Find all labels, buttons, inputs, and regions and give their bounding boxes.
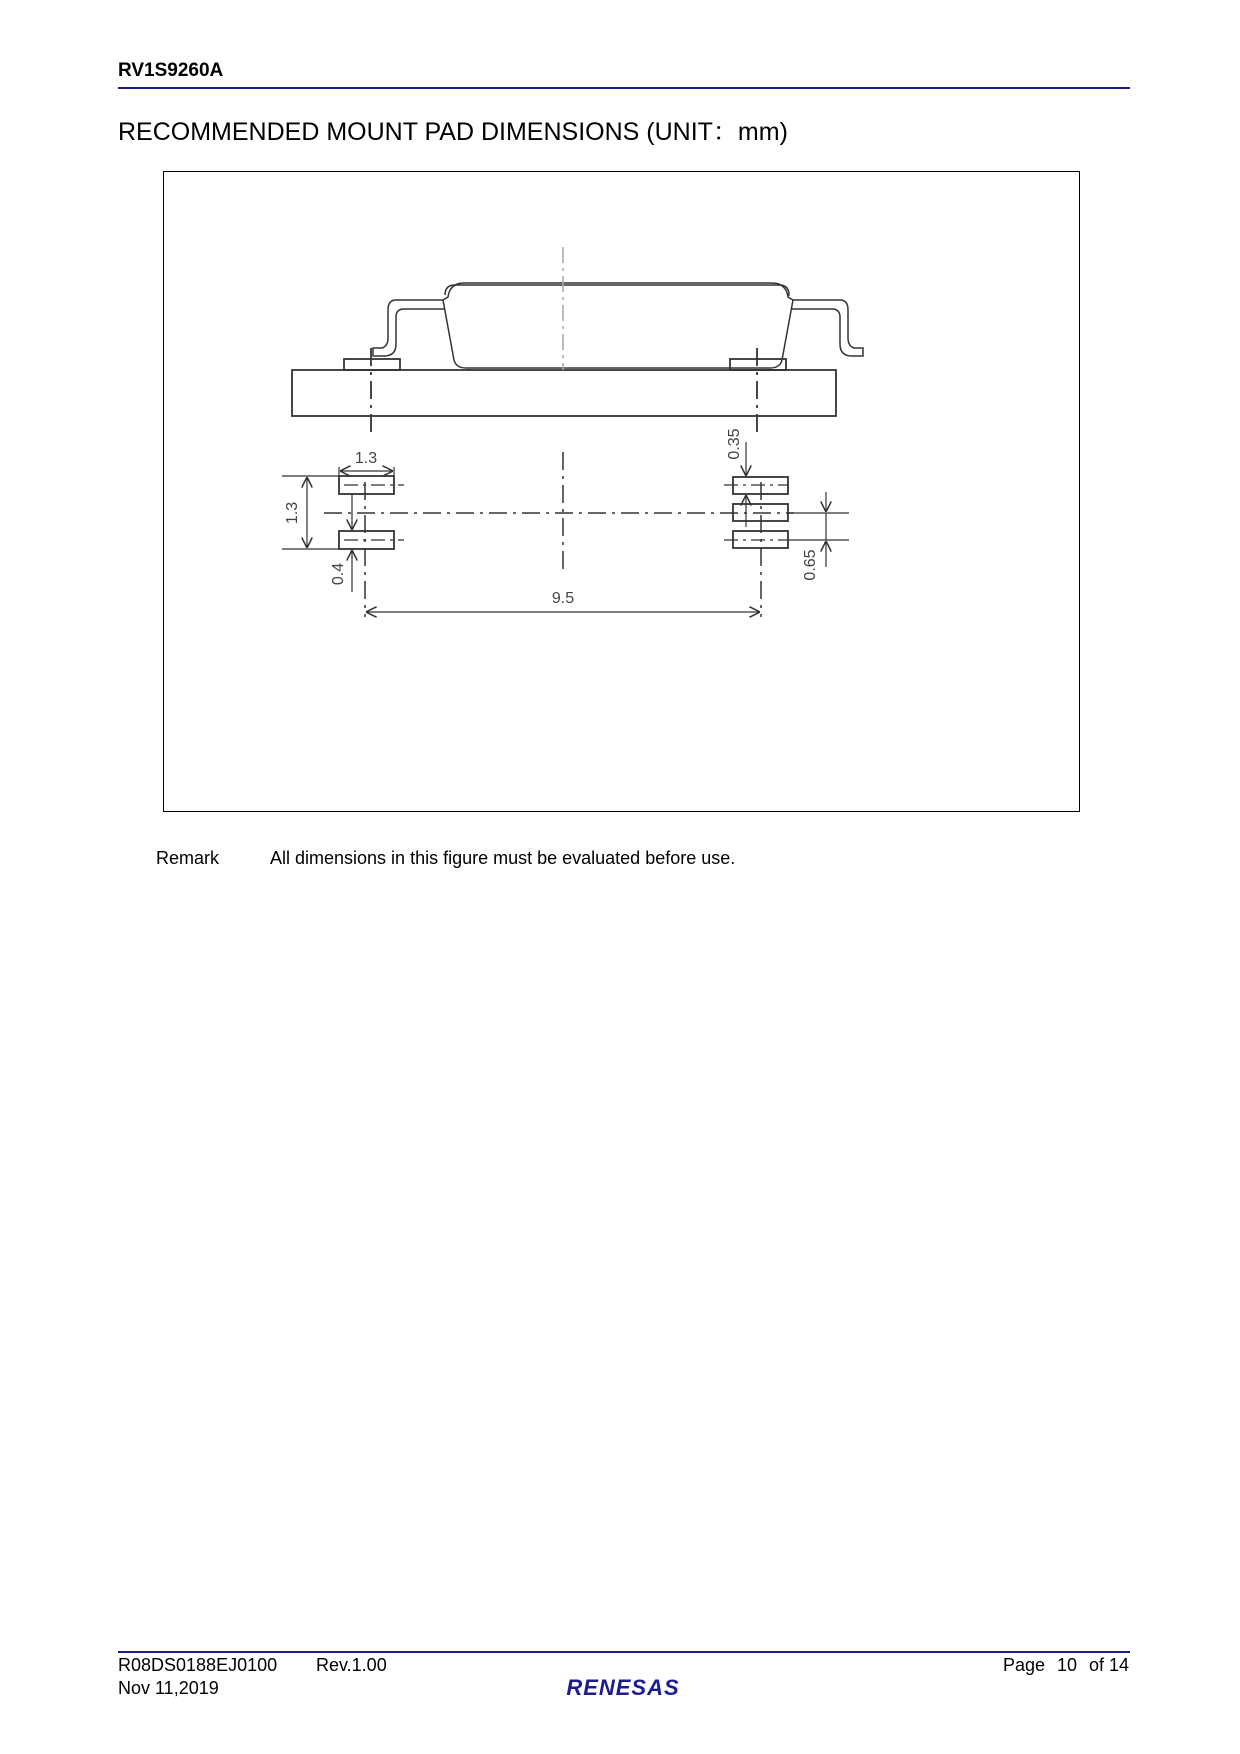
renesas-logo xyxy=(548,1672,698,1702)
dim-label-pad-width: 0.4 xyxy=(330,562,347,586)
footer-doc-number: R08DS0188EJ0100 xyxy=(118,1655,278,1675)
footer-rule xyxy=(118,1651,1130,1653)
footer-revision: Rev.1.00 xyxy=(316,1655,387,1675)
package-body xyxy=(445,285,789,295)
footer-page-of: of 14 xyxy=(1089,1655,1130,1675)
header-rule xyxy=(118,87,1130,89)
footer-date: Nov 11,2019 xyxy=(118,1678,219,1698)
dim-label-pad-length: 1.3 xyxy=(354,450,378,467)
footer-page-number: 10 xyxy=(1057,1655,1078,1675)
left-lead xyxy=(373,300,445,356)
renesas-logo-text: RENESAS xyxy=(566,1675,680,1700)
pcb-board xyxy=(292,370,836,416)
dim-label-pad-gap: 0.35 xyxy=(726,428,743,460)
mount-pad-figure xyxy=(163,171,1080,812)
remark-label: Remark xyxy=(156,848,220,868)
dim-label-center-distance: 9.5 xyxy=(551,590,575,607)
remark-text: All dimensions in this figure must be evaluated before use. xyxy=(270,848,736,868)
section-title: RECOMMENDED MOUNT PAD DIMENSIONS (UNIT：mm) xyxy=(118,118,788,146)
dim-label-row-span: 1.3 xyxy=(284,501,301,525)
footer-page-label: Page xyxy=(1003,1655,1046,1675)
document-part-number: RV1S9260A xyxy=(118,60,224,81)
left-pcb-pad xyxy=(344,359,400,370)
dim-label-pad-pitch: 0.65 xyxy=(802,549,819,581)
mount-pad-drawing xyxy=(164,172,1079,811)
right-lead xyxy=(791,300,863,356)
